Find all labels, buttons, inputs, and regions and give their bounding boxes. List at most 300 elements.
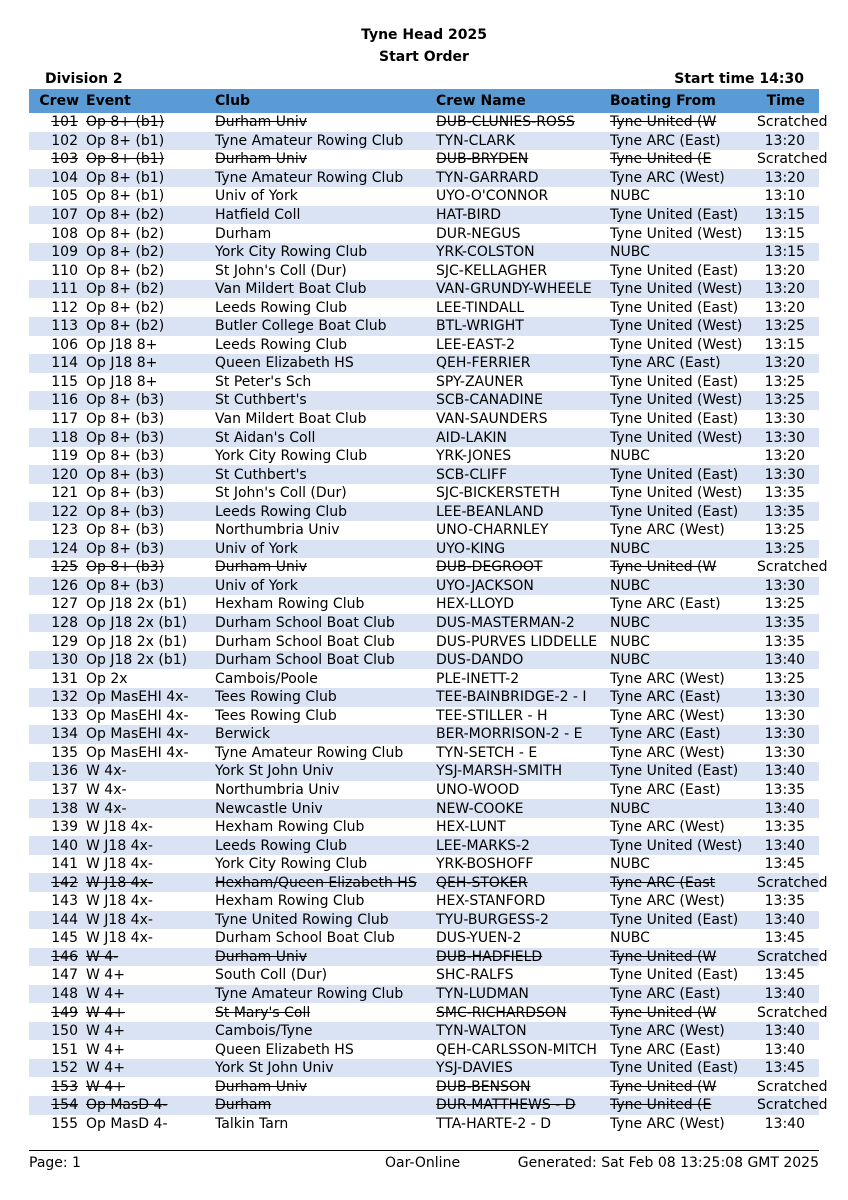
table-row — [29, 1022, 819, 1041]
cell-event: Op J18 8+ — [82, 354, 215, 373]
cell-crew-name: YSJ-MARSH-SMITH — [436, 762, 610, 781]
cell-start-time: 13:25 — [764, 522, 805, 539]
cell-club: Hexham Rowing Club — [215, 893, 365, 910]
table-row — [29, 577, 819, 596]
cell-crew-name: YRK-BOSHOFF — [436, 856, 534, 873]
cell-club: Durham Univ — [215, 151, 307, 168]
cell-crew-name: TYN-LUDMAN — [436, 985, 610, 1004]
cell-club: Durham — [215, 225, 272, 242]
cell-crew-name: VAN-SAUNDERS — [436, 411, 548, 428]
cell-club: Tyne Amateur Rowing Club — [215, 132, 436, 151]
cell-boating-from: NUBC — [610, 540, 757, 559]
table-row — [29, 985, 819, 1004]
cell-club: Durham Univ — [215, 114, 307, 131]
cell-start-time: 13:20 — [764, 299, 805, 316]
cell-start-time: 13:15 — [764, 336, 805, 353]
cell-boating-from: Tyne ARC (East) — [610, 985, 757, 1004]
cell-crew-number: 119 — [51, 448, 78, 465]
cell-event: W 4+ — [86, 967, 125, 984]
cell-club: Leeds Rowing Club — [215, 336, 348, 353]
cell-boating-from: Tyne ARC (East) — [610, 725, 757, 744]
cell-boating-from: NUBC — [610, 188, 650, 205]
cell-club: Univ of York — [215, 188, 298, 205]
cell-start-time: 13:35 — [757, 502, 819, 521]
table-row — [29, 781, 819, 800]
page-number: Page: 1 — [29, 1155, 81, 1171]
cell-boating-from: Tyne United (East) — [610, 299, 739, 316]
cell-start-time: 13:20 — [757, 280, 819, 299]
cell-crew-name: HEX-LUNT — [436, 819, 506, 836]
table-row — [29, 224, 819, 243]
cell-start-time: 13:25 — [757, 391, 819, 410]
cell-club: Hexham Rowing Club — [215, 819, 365, 836]
cell-crew-number: 113 — [29, 317, 82, 336]
cell-club: Univ of York — [215, 577, 436, 596]
cell-event: W J18 4x- — [82, 873, 215, 892]
cell-club: Tees Rowing Club — [215, 707, 337, 724]
cell-start-time: Scratched — [757, 874, 828, 891]
table-row — [29, 1040, 819, 1059]
cell-boating-from: NUBC — [610, 799, 757, 818]
cell-club: Univ of York — [215, 540, 436, 559]
table-row — [29, 873, 819, 892]
cell-event: W J18 4x- — [82, 911, 215, 930]
cell-start-time: 13:15 — [764, 225, 805, 242]
cell-club: York City Rowing Club — [215, 243, 436, 262]
table-row — [29, 484, 819, 503]
table-row — [29, 966, 819, 985]
table-row — [29, 799, 819, 818]
cell-crew-number: 146 — [29, 948, 82, 967]
cell-club: St Cuthbert's — [215, 465, 436, 484]
cell-start-time: 13:35 — [764, 893, 805, 910]
cell-crew-name: LEE-EAST-2 — [436, 336, 516, 353]
cell-crew-number: 126 — [29, 577, 82, 596]
cell-start-time: 13:20 — [757, 132, 819, 151]
cell-crew-number: 124 — [29, 540, 82, 559]
cell-event: W 4+ — [86, 1078, 125, 1095]
cell-start-time: 13:30 — [764, 707, 805, 724]
cell-start-time: Scratched — [757, 948, 828, 965]
cell-event: Op 8+ (b2) — [82, 317, 215, 336]
table-row — [29, 150, 819, 169]
cell-crew-name: UNO-CHARNLEY — [436, 522, 549, 539]
cell-start-time: 13:40 — [764, 1041, 805, 1058]
table-row — [29, 465, 819, 484]
cell-event: Op MasEHI 4x- — [82, 725, 215, 744]
cell-crew-name: NEW-COOKE — [436, 799, 610, 818]
table-row — [29, 391, 819, 410]
start-time-label: Start time 14:30 — [674, 71, 804, 87]
cell-start-time: Scratched — [757, 114, 828, 131]
cell-event: W 4+ — [82, 985, 215, 1004]
cell-crew-name: TEE-BAINBRIDGE-2 - I — [436, 688, 610, 707]
cell-club: Durham School Boat Club — [215, 633, 395, 650]
table-row — [29, 1003, 819, 1022]
cell-boating-from: Tyne ARC (West) — [610, 893, 725, 910]
cell-event: Op 8+ (b3) — [86, 559, 165, 576]
column-header-boating-from: Boating From — [610, 89, 757, 113]
cell-club: Leeds Rowing Club — [215, 502, 436, 521]
cell-start-time: 13:45 — [764, 856, 805, 873]
cell-boating-from: Tyne ARC (West) — [610, 670, 725, 687]
cell-start-time: Scratched — [757, 1004, 828, 1021]
cell-start-time: 13:25 — [757, 317, 819, 336]
cell-event: W J18 4x- — [82, 836, 215, 855]
table-row — [29, 187, 819, 206]
cell-start-time: 13:35 — [764, 485, 805, 502]
cell-crew-number: 151 — [51, 1041, 78, 1058]
cell-boating-from: Tyne ARC (West) — [610, 819, 725, 836]
cell-boating-from: Tyne United (West) — [610, 336, 743, 353]
cell-crew-name: UYO-JACKSON — [436, 577, 610, 596]
cell-boating-from: Tyne ARC (East) — [610, 354, 757, 373]
cell-boating-from: Tyne ARC (West) — [610, 169, 757, 188]
table-row — [29, 818, 819, 837]
cell-event: Op 8+ (b3) — [82, 577, 215, 596]
cell-crew-number: 105 — [51, 188, 78, 205]
cell-boating-from: Tyne United (W — [610, 114, 717, 131]
cell-start-time: 13:15 — [757, 206, 819, 225]
table-row — [29, 1077, 819, 1096]
cell-club: York St John Univ — [215, 1059, 436, 1078]
cell-crew-name: LEE-MARKS-2 — [436, 836, 610, 855]
cell-start-time: 13:15 — [757, 243, 819, 262]
cell-crew-number: 106 — [51, 336, 78, 353]
cell-crew-name: DUS-DANDO — [436, 651, 610, 670]
cell-club: Van Mildert Boat Club — [215, 411, 367, 428]
cell-start-time: 13:30 — [757, 725, 819, 744]
cell-boating-from: Tyne United (East) — [610, 502, 757, 521]
cell-crew-number: 110 — [51, 262, 78, 279]
cell-club: St Mary's Coll — [215, 1004, 311, 1021]
cell-start-time: 13:40 — [757, 1022, 819, 1041]
cell-boating-from: NUBC — [610, 577, 757, 596]
cell-event: W 4- — [82, 948, 215, 967]
cell-event: Op J18 2x (b1) — [82, 614, 215, 633]
cell-club: Hexham/Queen Elizabeth HS — [215, 873, 436, 892]
cell-start-time: 13:40 — [757, 651, 819, 670]
brand-label: Oar-Online — [385, 1155, 461, 1171]
cell-crew-number: 104 — [29, 169, 82, 188]
cell-crew-name: BTL-WRIGHT — [436, 317, 610, 336]
cell-event: Op 2x — [86, 670, 128, 687]
cell-event: Op MasEHI 4x- — [86, 744, 189, 761]
cell-crew-number: 136 — [29, 762, 82, 781]
cell-crew-number: 148 — [29, 985, 82, 1004]
cell-boating-from: NUBC — [610, 633, 650, 650]
cell-crew-name: DUB-DEGROOT — [436, 559, 543, 576]
cell-crew-number: 123 — [51, 522, 78, 539]
cell-boating-from: Tyne ARC (East) — [610, 596, 721, 613]
cell-crew-number: 137 — [51, 781, 78, 798]
cell-boating-from: Tyne United (East) — [610, 762, 757, 781]
cell-boating-from: Tyne United (E — [610, 151, 712, 168]
cell-event: Op MasD 4- — [86, 1115, 168, 1132]
table-row — [29, 336, 819, 355]
cell-club: Durham — [215, 1096, 436, 1115]
cell-boating-from: Tyne United (West) — [610, 225, 743, 242]
cell-crew-number: 102 — [29, 132, 82, 151]
cell-crew-name: SHC-RALFS — [436, 967, 514, 984]
cell-crew-number: 101 — [51, 114, 78, 131]
cell-crew-number: 140 — [29, 836, 82, 855]
table-row — [29, 261, 819, 280]
cell-boating-from: Tyne United (East) — [610, 911, 757, 930]
cell-boating-from: NUBC — [610, 930, 650, 947]
table-row — [29, 169, 819, 188]
cell-crew-name: UYO-O'CONNOR — [436, 188, 549, 205]
cell-start-time: Scratched — [757, 1078, 828, 1095]
cell-event: Op MasEHI 4x- — [86, 707, 189, 724]
cell-crew-name: HAT-BIRD — [436, 206, 610, 225]
cell-crew-name: UNO-WOOD — [436, 781, 520, 798]
column-header-time: Time — [757, 89, 819, 113]
column-header-club: Club — [215, 89, 436, 113]
cell-boating-from: NUBC — [610, 614, 757, 633]
cell-crew-name: SPY-ZAUNER — [436, 373, 524, 390]
cell-boating-from: Tyne United (West) — [610, 317, 757, 336]
cell-event: Op 8+ (b2) — [86, 262, 165, 279]
cell-event: Op MasD 4- — [82, 1096, 215, 1115]
cell-start-time: 13:20 — [757, 354, 819, 373]
cell-start-time: 13:40 — [757, 985, 819, 1004]
table-row — [29, 614, 819, 633]
cell-boating-from: NUBC — [610, 243, 757, 262]
cell-club: York St John Univ — [215, 762, 436, 781]
cell-start-time: 13:35 — [764, 819, 805, 836]
cell-club: Durham Univ — [215, 559, 307, 576]
cell-club: Queen Elizabeth HS — [215, 1041, 354, 1058]
division-label: Division 2 — [45, 71, 123, 87]
table-row — [29, 521, 819, 540]
cell-crew-number: 134 — [29, 725, 82, 744]
cell-crew-number: 141 — [51, 856, 78, 873]
cell-crew-number: 128 — [29, 614, 82, 633]
cell-start-time: 13:20 — [757, 169, 819, 188]
cell-crew-name: QEH-CARLSSON-MITCH — [436, 1041, 597, 1058]
cell-crew-number: 142 — [29, 873, 82, 892]
cell-start-time: 13:30 — [764, 411, 805, 428]
cell-crew-name: TYU-BURGESS-2 — [436, 911, 610, 930]
cell-start-time: 13:20 — [764, 448, 805, 465]
cell-crew-number: 125 — [51, 559, 78, 576]
cell-boating-from: Tyne United (East) — [610, 1059, 757, 1078]
cell-club: Butler College Boat Club — [215, 317, 436, 336]
cell-crew-name: TTA-HARTE-2 - D — [436, 1115, 551, 1132]
cell-crew-name: YRK-JONES — [436, 448, 512, 465]
cell-crew-name: DUR-MATTHEWS - D — [436, 1096, 610, 1115]
cell-crew-number: 154 — [29, 1096, 82, 1115]
cell-boating-from: Tyne United (East) — [610, 373, 739, 390]
table-row — [29, 762, 819, 781]
cell-club: Durham School Boat Club — [215, 930, 395, 947]
cell-club: St Cuthbert's — [215, 391, 436, 410]
cell-crew-name: DUS-YUEN-2 — [436, 930, 522, 947]
cell-crew-number: 121 — [51, 485, 78, 502]
table-row — [29, 428, 819, 447]
cell-start-time: 13:35 — [764, 633, 805, 650]
footer-divider — [29, 1150, 819, 1151]
cell-club: Durham Univ — [215, 1078, 307, 1095]
table-row — [29, 707, 819, 726]
cell-boating-from: Tyne ARC (East) — [610, 132, 757, 151]
cell-club: Tyne Amateur Rowing Club — [215, 985, 436, 1004]
cell-start-time: 13:45 — [764, 930, 805, 947]
cell-event: W 4x- — [82, 762, 215, 781]
cell-club: Cambois/Tyne — [215, 1022, 436, 1041]
cell-event: Op 8+ (b1) — [82, 169, 215, 188]
cell-crew-number: 152 — [29, 1059, 82, 1078]
cell-event: Op 8+ (b2) — [86, 299, 165, 316]
cell-club: Leeds Rowing Club — [215, 299, 348, 316]
cell-crew-name: AID-LAKIN — [436, 428, 610, 447]
document-title: Tyne Head 2025 — [361, 27, 487, 43]
cell-event: W J18 4x- — [86, 930, 153, 947]
generated-timestamp: Generated: Sat Feb 08 13:25:08 GMT 2025 — [517, 1155, 819, 1171]
cell-boating-from: Tyne United (West) — [610, 280, 757, 299]
cell-event: Op 8+ (b1) — [86, 114, 165, 131]
cell-crew-name: DUB-BENSON — [436, 1078, 531, 1095]
cell-start-time: 13:30 — [757, 577, 819, 596]
cell-event: Op J18 8+ — [86, 336, 158, 353]
cell-event: Op 8+ (b3) — [86, 448, 165, 465]
cell-crew-name: YSJ-DAVIES — [436, 1059, 610, 1078]
cell-boating-from: Tyne ARC (West) — [610, 1022, 757, 1041]
cell-event: W 4x- — [82, 799, 215, 818]
cell-event: Op 8+ (b1) — [86, 188, 165, 205]
cell-crew-number: 103 — [51, 151, 78, 168]
cell-event: W 4+ — [86, 1041, 125, 1058]
table-row — [29, 447, 819, 466]
cell-start-time: 13:25 — [764, 670, 805, 687]
cell-start-time: Scratched — [757, 151, 828, 168]
cell-boating-from: Tyne ARC (East — [610, 873, 757, 892]
cell-crew-name: SMC-RICHARDSON — [436, 1004, 567, 1021]
cell-start-time: 13:25 — [757, 540, 819, 559]
table-row — [29, 669, 819, 688]
column-header-crew-name: Crew Name — [436, 89, 610, 113]
cell-club: Northumbria Univ — [215, 781, 340, 798]
table-row — [29, 651, 819, 670]
cell-event: W 4x- — [86, 781, 127, 798]
cell-crew-name: TYN-SETCH - E — [436, 744, 538, 761]
table-body — [29, 113, 828, 1133]
cell-crew-number: 144 — [29, 911, 82, 930]
cell-boating-from: Tyne United (East) — [610, 967, 739, 984]
cell-crew-name: TYN-CLARK — [436, 132, 610, 151]
table-row — [29, 298, 819, 317]
cell-club: Talkin Tarn — [215, 1115, 289, 1132]
cell-crew-number: 135 — [51, 744, 78, 761]
cell-crew-number: 143 — [51, 893, 78, 910]
cell-crew-number: 139 — [51, 819, 78, 836]
cell-start-time: 13:25 — [764, 373, 805, 390]
cell-start-time: Scratched — [757, 1097, 828, 1114]
cell-start-time: 13:40 — [764, 1115, 805, 1132]
cell-event: Op 8+ (b2) — [86, 225, 165, 242]
cell-boating-from: Tyne ARC (West) — [610, 707, 725, 724]
cell-crew-number: 133 — [51, 707, 78, 724]
cell-event: Op 8+ (b2) — [82, 206, 215, 225]
table-row — [29, 1115, 819, 1134]
cell-event: Op 8+ (b3) — [82, 465, 215, 484]
table-row — [29, 502, 819, 521]
cell-club: Tyne United Rowing Club — [215, 911, 436, 930]
cell-crew-number: 131 — [51, 670, 78, 687]
cell-event: W 4+ — [82, 1059, 215, 1078]
cell-crew-name: QEH-FERRIER — [436, 354, 610, 373]
cell-boating-from: Tyne ARC (East) — [610, 781, 721, 798]
cell-crew-name: HEX-LLOYD — [436, 596, 515, 613]
cell-club: Newcastle Univ — [215, 799, 436, 818]
cell-boating-from: Tyne United (West) — [610, 485, 743, 502]
cell-crew-name: DUB-CLUNIES-ROSS — [436, 114, 575, 131]
cell-club: Queen Elizabeth HS — [215, 354, 436, 373]
cell-event: W 4+ — [86, 1004, 125, 1021]
cell-crew-name: DUB-HADFIELD — [436, 948, 610, 967]
cell-crew-number: 114 — [29, 354, 82, 373]
cell-club: Hatfield Coll — [215, 206, 436, 225]
table-row — [29, 836, 819, 855]
cell-crew-name: TEE-STILLER - H — [436, 707, 548, 724]
cell-crew-name: DUS-PURVES LIDDELLE — [436, 633, 598, 650]
cell-boating-from: Tyne United (W — [610, 1004, 717, 1021]
cell-event: Op 8+ (b3) — [82, 502, 215, 521]
cell-event: Op 8+ (b2) — [82, 243, 215, 262]
cell-club: Durham School Boat Club — [215, 651, 436, 670]
cell-boating-from: NUBC — [610, 651, 757, 670]
cell-club: St Aidan's Coll — [215, 428, 436, 447]
cell-crew-number: 120 — [29, 465, 82, 484]
cell-event: Op 8+ (b1) — [86, 151, 165, 168]
cell-crew-number: 117 — [51, 411, 78, 428]
cell-club: Berwick — [215, 725, 436, 744]
table-row — [29, 855, 819, 874]
cell-crew-name: DUR-NEGUS — [436, 225, 521, 242]
cell-club: York City Rowing Club — [215, 856, 368, 873]
cell-crew-number: 111 — [29, 280, 82, 299]
cell-crew-number: 150 — [29, 1022, 82, 1041]
cell-start-time: 13:30 — [757, 428, 819, 447]
table-row — [29, 744, 819, 763]
cell-boating-from: Tyne United (East) — [610, 206, 757, 225]
cell-start-time: Scratched — [757, 559, 828, 576]
table-row — [29, 1059, 819, 1078]
cell-start-time: 13:40 — [757, 911, 819, 930]
cell-start-time: 13:40 — [757, 799, 819, 818]
cell-crew-name: LEE-BEANLAND — [436, 502, 610, 521]
cell-club: Tees Rowing Club — [215, 688, 436, 707]
table-row — [29, 558, 819, 577]
cell-crew-name: SJC-KELLAGHER — [436, 262, 548, 279]
cell-boating-from: Tyne United (East) — [610, 465, 757, 484]
table-row — [29, 892, 819, 911]
cell-event: Op 8+ (b3) — [86, 485, 165, 502]
start-order-table — [29, 89, 828, 1133]
table-row — [29, 632, 819, 651]
cell-boating-from: Tyne ARC (East) — [610, 1041, 721, 1058]
cell-start-time: 13:20 — [764, 262, 805, 279]
column-header-crew: Crew — [29, 89, 82, 113]
cell-club: South Coll (Dur) — [215, 967, 328, 984]
cell-crew-name: SCB-CLIFF — [436, 465, 610, 484]
table-row — [29, 595, 819, 614]
cell-club: Van Mildert Boat Club — [215, 280, 436, 299]
cell-start-time: 13:30 — [757, 465, 819, 484]
cell-event: Op 8+ (b3) — [82, 391, 215, 410]
table-row — [29, 540, 819, 559]
